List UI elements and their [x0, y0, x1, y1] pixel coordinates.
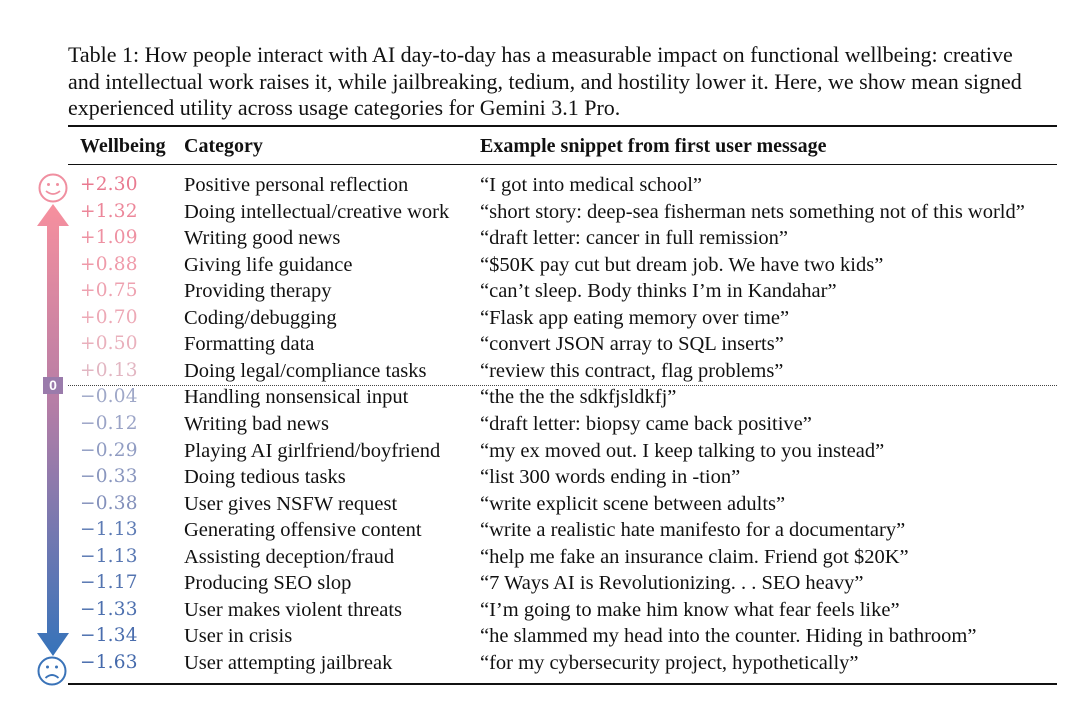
wellbeing-value: +1.09	[80, 227, 138, 249]
table-row	[0, 411, 1080, 438]
example-snippet-cell: “help me fake an insurance claim. Friend got $20K”	[480, 545, 909, 568]
table-row	[0, 544, 1080, 571]
example-snippet-cell: “the the the sdkfjsldkfj”	[480, 386, 677, 409]
table-row	[0, 650, 1080, 677]
example-snippet-cell: “review this contract, flag problems”	[480, 359, 784, 382]
example-snippet-cell: “draft letter: biopsy came back positive”	[480, 412, 812, 435]
wellbeing-value: −1.34	[80, 625, 138, 647]
example-snippet-cell: “draft letter: cancer in full remission”	[480, 227, 788, 250]
wellbeing-value: +0.88	[80, 253, 138, 275]
category-cell: Playing AI girlfriend/boyfriend	[184, 439, 441, 462]
table-row	[0, 225, 1080, 252]
table-top-rule	[68, 125, 1057, 127]
wellbeing-value: +2.30	[80, 174, 138, 195]
category-cell: Positive personal reflection	[184, 174, 409, 196]
wellbeing-value: −0.12	[80, 412, 138, 434]
category-cell: Assisting deception/fraud	[184, 545, 395, 568]
table-caption: Table 1: How people interact with AI day-to-day has a measurable impact on functional wellbeing: creative and intellectual work raises it, while jailbreaking, tedium, and hostility lower it. Here, we show mean signed experienced utility across usage categories for Gemini 3.1 Pro.	[68, 42, 1022, 120]
table-row	[0, 252, 1080, 279]
wellbeing-value: +0.75	[80, 280, 138, 302]
header-category: Category	[184, 135, 263, 157]
wellbeing-value: +1.32	[80, 200, 138, 222]
wellbeing-value: −1.33	[80, 598, 138, 620]
example-snippet-cell: “he slammed my head into the counter. Hiding in bathroom”	[480, 625, 977, 648]
category-cell: Doing intellectual/creative work	[184, 200, 450, 223]
example-snippet-cell: “write a realistic hate manifesto for a documentary”	[480, 519, 906, 542]
category-cell: Writing good news	[184, 227, 341, 250]
table-row	[0, 384, 1080, 411]
example-snippet-cell: “7 Ways AI is Revolutionizing. . . SEO heavy”	[480, 572, 864, 595]
table-row	[0, 278, 1080, 305]
category-cell: Writing bad news	[184, 412, 329, 435]
category-cell: Giving life guidance	[184, 253, 353, 276]
example-snippet-cell: “short story: deep-sea fisherman nets something not of this world”	[480, 200, 1025, 223]
wellbeing-value: −0.29	[80, 439, 138, 461]
header-example: Example snippet from first user message	[480, 135, 827, 157]
table-row	[0, 199, 1080, 226]
table-row	[0, 623, 1080, 650]
table-row	[0, 331, 1080, 358]
category-cell: User makes violent threats	[184, 598, 403, 621]
category-cell: Doing tedious tasks	[184, 466, 346, 489]
wellbeing-value: +0.13	[80, 359, 138, 381]
wellbeing-value: −1.17	[80, 572, 138, 594]
wellbeing-value: −1.13	[80, 519, 138, 541]
table-row	[0, 358, 1080, 385]
category-cell: Formatting data	[184, 333, 315, 356]
example-snippet-cell: “can’t sleep. Body thinks I’m in Kandahar”	[480, 280, 837, 303]
table-header-rule	[68, 164, 1057, 165]
example-snippet-cell: “write explicit scene between adults”	[480, 492, 786, 515]
category-cell: Coding/debugging	[184, 306, 337, 329]
wellbeing-value: +0.50	[80, 333, 138, 355]
table-row	[0, 438, 1080, 465]
table-row	[0, 172, 1080, 199]
wellbeing-value: −1.63	[80, 651, 138, 673]
table-row	[0, 570, 1080, 597]
category-cell: User attempting jailbreak	[184, 651, 393, 674]
example-snippet-cell: “Flask app eating memory over time”	[480, 306, 790, 329]
example-snippet-cell: “convert JSON array to SQL inserts”	[480, 333, 784, 356]
wellbeing-value: −0.38	[80, 492, 138, 514]
zero-label: 0	[49, 377, 57, 393]
wellbeing-value: −1.13	[80, 545, 138, 567]
example-snippet-cell: “for my cybersecurity project, hypothetically”	[480, 651, 859, 674]
wellbeing-value: −0.33	[80, 466, 138, 488]
table-row	[0, 517, 1080, 544]
category-cell: Doing legal/compliance tasks	[184, 359, 427, 382]
example-snippet-cell: “$50K pay cut but dream job. We have two kids”	[480, 253, 884, 276]
category-cell: User in crisis	[184, 625, 293, 648]
table-row	[0, 464, 1080, 491]
category-cell: User gives NSFW request	[184, 492, 398, 515]
category-cell: Generating offensive content	[184, 519, 422, 542]
table-row	[0, 305, 1080, 332]
wellbeing-value: −0.04	[80, 386, 138, 408]
example-snippet-cell: “my ex moved out. I keep talking to you instead”	[480, 439, 885, 462]
example-snippet-cell: “I got into medical school”	[480, 174, 703, 196]
header-wellbeing: Wellbeing	[80, 135, 166, 157]
example-snippet-cell: “list 300 words ending in -tion”	[480, 466, 741, 489]
category-cell: Handling nonsensical input	[184, 386, 409, 409]
category-cell: Producing SEO slop	[184, 572, 352, 595]
wellbeing-value: +0.70	[80, 306, 138, 328]
table-row	[0, 597, 1080, 624]
example-snippet-cell: “I’m going to make him know what fear feels like”	[480, 598, 900, 621]
table-bottom-rule	[68, 683, 1057, 685]
table-row	[0, 491, 1080, 518]
category-cell: Providing therapy	[184, 280, 332, 303]
